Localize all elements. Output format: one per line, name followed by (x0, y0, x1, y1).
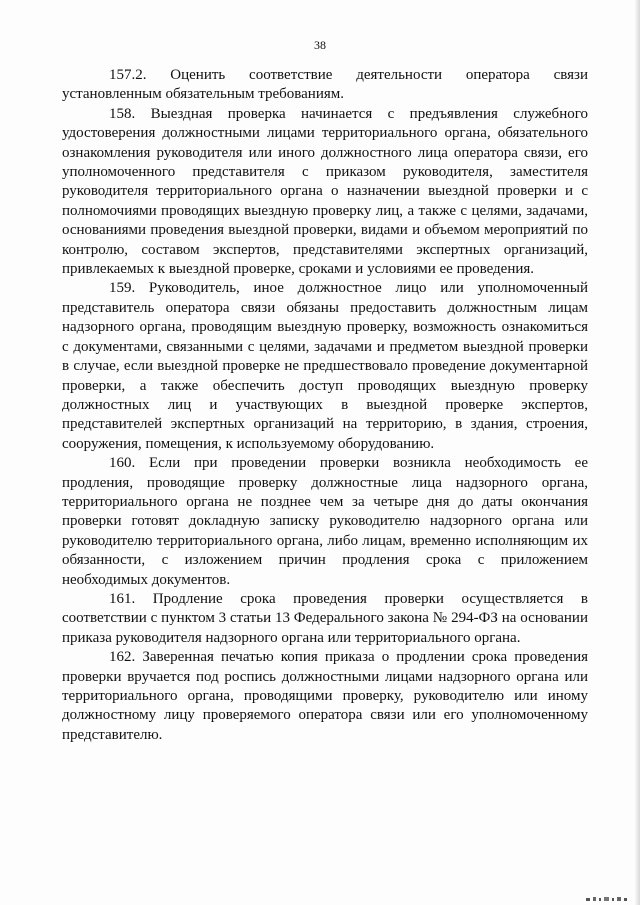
paragraph-159: 159. Руководитель, иное должностное лицо или уполномоченный представитель оператора связи обязаны предоставить должностным лицам надзорного органа, проводящим выездную проверку, возможность ознакомиться с документами, связанными с целями, задачами и предметом выездной проверки в случае, если выездной проверке не предшествовало проведение документарной проверки, а также обеспечить доступ проводящих выездную проверку должностных лиц и участвующих в выездной проверке экспертов, представителей экспертных организаций на территорию, в здания, строения, сооружения, помещения, к используемому оборудованию. (62, 280, 588, 452)
paragraph-161: 161. Продление срока проведения проверки осуществляется в соответствии с пунктом 3 статьи 13 Федерального закона № 294-ФЗ на основании приказа руководителя надзорного органа или территориального органа. (62, 590, 588, 646)
document-body (62, 66, 588, 745)
page-number: 38 (314, 38, 326, 52)
scan-edge-shadow (634, 0, 640, 905)
paragraph-160: 160. Если при проведении проверки возникла необходимость ее продления, проводящие проверку должностные лица надзорного органа, территориального органа не позднее чем за четыре дня до даты окончания проверки готовят докладную записку руководителю надзорного органа или руководителю территориального органа, либо лицам, временно исполняющим их обязанности, с изложением причин продления срока с приложением необходимых документов. (62, 455, 588, 588)
scan-artifact-mark (586, 895, 632, 903)
paragraph-157-2: 157.2. Оценить соответствие деятельности оператора связи установленным обязательным требованиям. (62, 67, 588, 103)
paragraph-158: 158. Выездная проверка начинается с предъявления служебного удостоверения должностными лицами территориального органа, обязательного ознакомления руководителя или иного должностного лица оператора связи, его уполномоченного представителя с приказом руководителя, заместителя руководителя территориального органа о назначении выездной проверки и с полномочиями проводящих выездную проверку лиц, а также с целями, задачами, основаниями проведения выездной проверки, видами и объемом мероприятий по контролю, составом экспертов, представителями экспертных организаций, привлекаемых к выездной проверке, сроками и условиями ее проведения. (62, 105, 588, 278)
paragraph-162: 162. Заверенная печатью копия приказа о продлении срока проведения проверки вручается под роспись должностными лицами надзорного органа или территориального органа, проводящими проверку, руководителю или иному должностному лицу проверяемого оператора связи или его уполномоченному представителю. (62, 649, 588, 743)
